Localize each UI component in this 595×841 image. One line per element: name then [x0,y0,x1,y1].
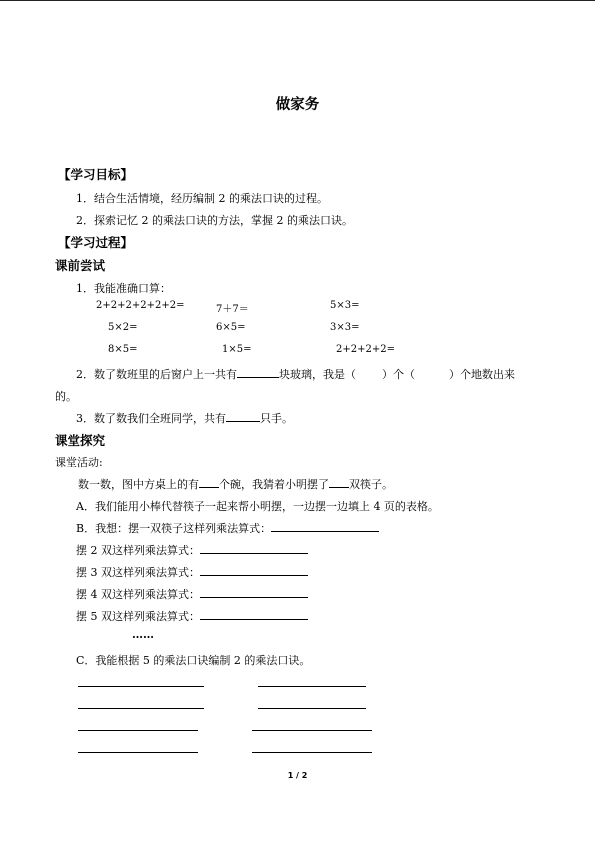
count-question: 数一数，图中方桌上的有 个碗，我猜着小明摆了 双筷子。 [78,478,393,491]
answer-line[interactable] [252,752,372,753]
answer-line[interactable] [252,730,372,731]
item-c: C．我能根据 5 的乘法口诀编制 2 的乘法口诀。 [76,654,311,667]
answer-blank[interactable] [200,542,308,554]
process-heading: 【学习过程】 [58,235,134,250]
calc-6: 3×3= [330,322,360,333]
item-a: A．我们能用小棒代替筷子一起来帮小明摆，一边摆一边填上 4 页的表格。 [76,500,439,513]
calc-9: 2+2+2+2= [336,344,395,355]
answer-line[interactable] [78,686,204,687]
question-1: 1．我能准确口算： [76,282,171,295]
answer-line[interactable] [258,686,366,687]
question-3: 3．数了数我们全班同学，共有 只手。 [76,412,293,425]
page-title: 做家务 [275,97,320,113]
calc-2: 7＋7＝ [216,304,249,315]
pre-class-heading: 课前尝试 [55,258,106,273]
item-b-4: 摆 5 双这样列乘法算式： [76,608,308,624]
calc-8: 1×5= [222,344,252,355]
answer-blank[interactable] [199,476,219,488]
answer-blank[interactable] [329,476,349,488]
answer-line[interactable] [78,730,198,731]
calc-4: 5×2= [108,322,138,333]
calc-5: 6×5= [216,322,246,333]
answer-blank[interactable] [237,366,279,378]
item-b: B．我想：摆一双筷子这样列乘法算式： [76,520,379,536]
top-border [0,0,595,1]
objective-item-2: 2．探索记忆 2 的乘法口诀的方法，掌握 2 的乘法口诀。 [76,214,353,227]
answer-line[interactable] [258,708,366,709]
item-b-3: 摆 4 双这样列乘法算式： [76,586,308,602]
objective-item-1: 1．结合生活情境，经历编制 2 的乘法口诀的过程。 [76,192,328,205]
item-b-2: 摆 3 双这样列乘法算式： [76,564,308,580]
calc-3: 5×3= [330,300,360,311]
answer-blank[interactable] [200,586,308,598]
answer-blank[interactable] [200,564,308,576]
calc-1: 2+2+2+2+2+2= [96,300,185,311]
page-number: 1 / 2 [287,771,308,780]
objectives-heading: 【学习目标】 [58,167,134,182]
calc-7: 8×5= [108,344,138,355]
in-class-heading: 课堂探究 [55,433,106,448]
answer-blank[interactable] [200,608,308,620]
question-2-continued: 的。 [55,390,77,403]
answer-blank[interactable] [271,520,379,532]
activity-label: 课堂活动: [55,456,103,469]
question-2: 2．数了数班里的后窗户上一共有 块玻璃，我是（ ）个（ ）个地数出来 [76,368,515,381]
answer-line[interactable] [78,752,198,753]
item-b-1: 摆 2 双这样列乘法算式： [76,542,308,558]
answer-line[interactable] [78,708,204,709]
ellipsis: …… [132,628,154,641]
answer-blank[interactable] [226,410,260,422]
